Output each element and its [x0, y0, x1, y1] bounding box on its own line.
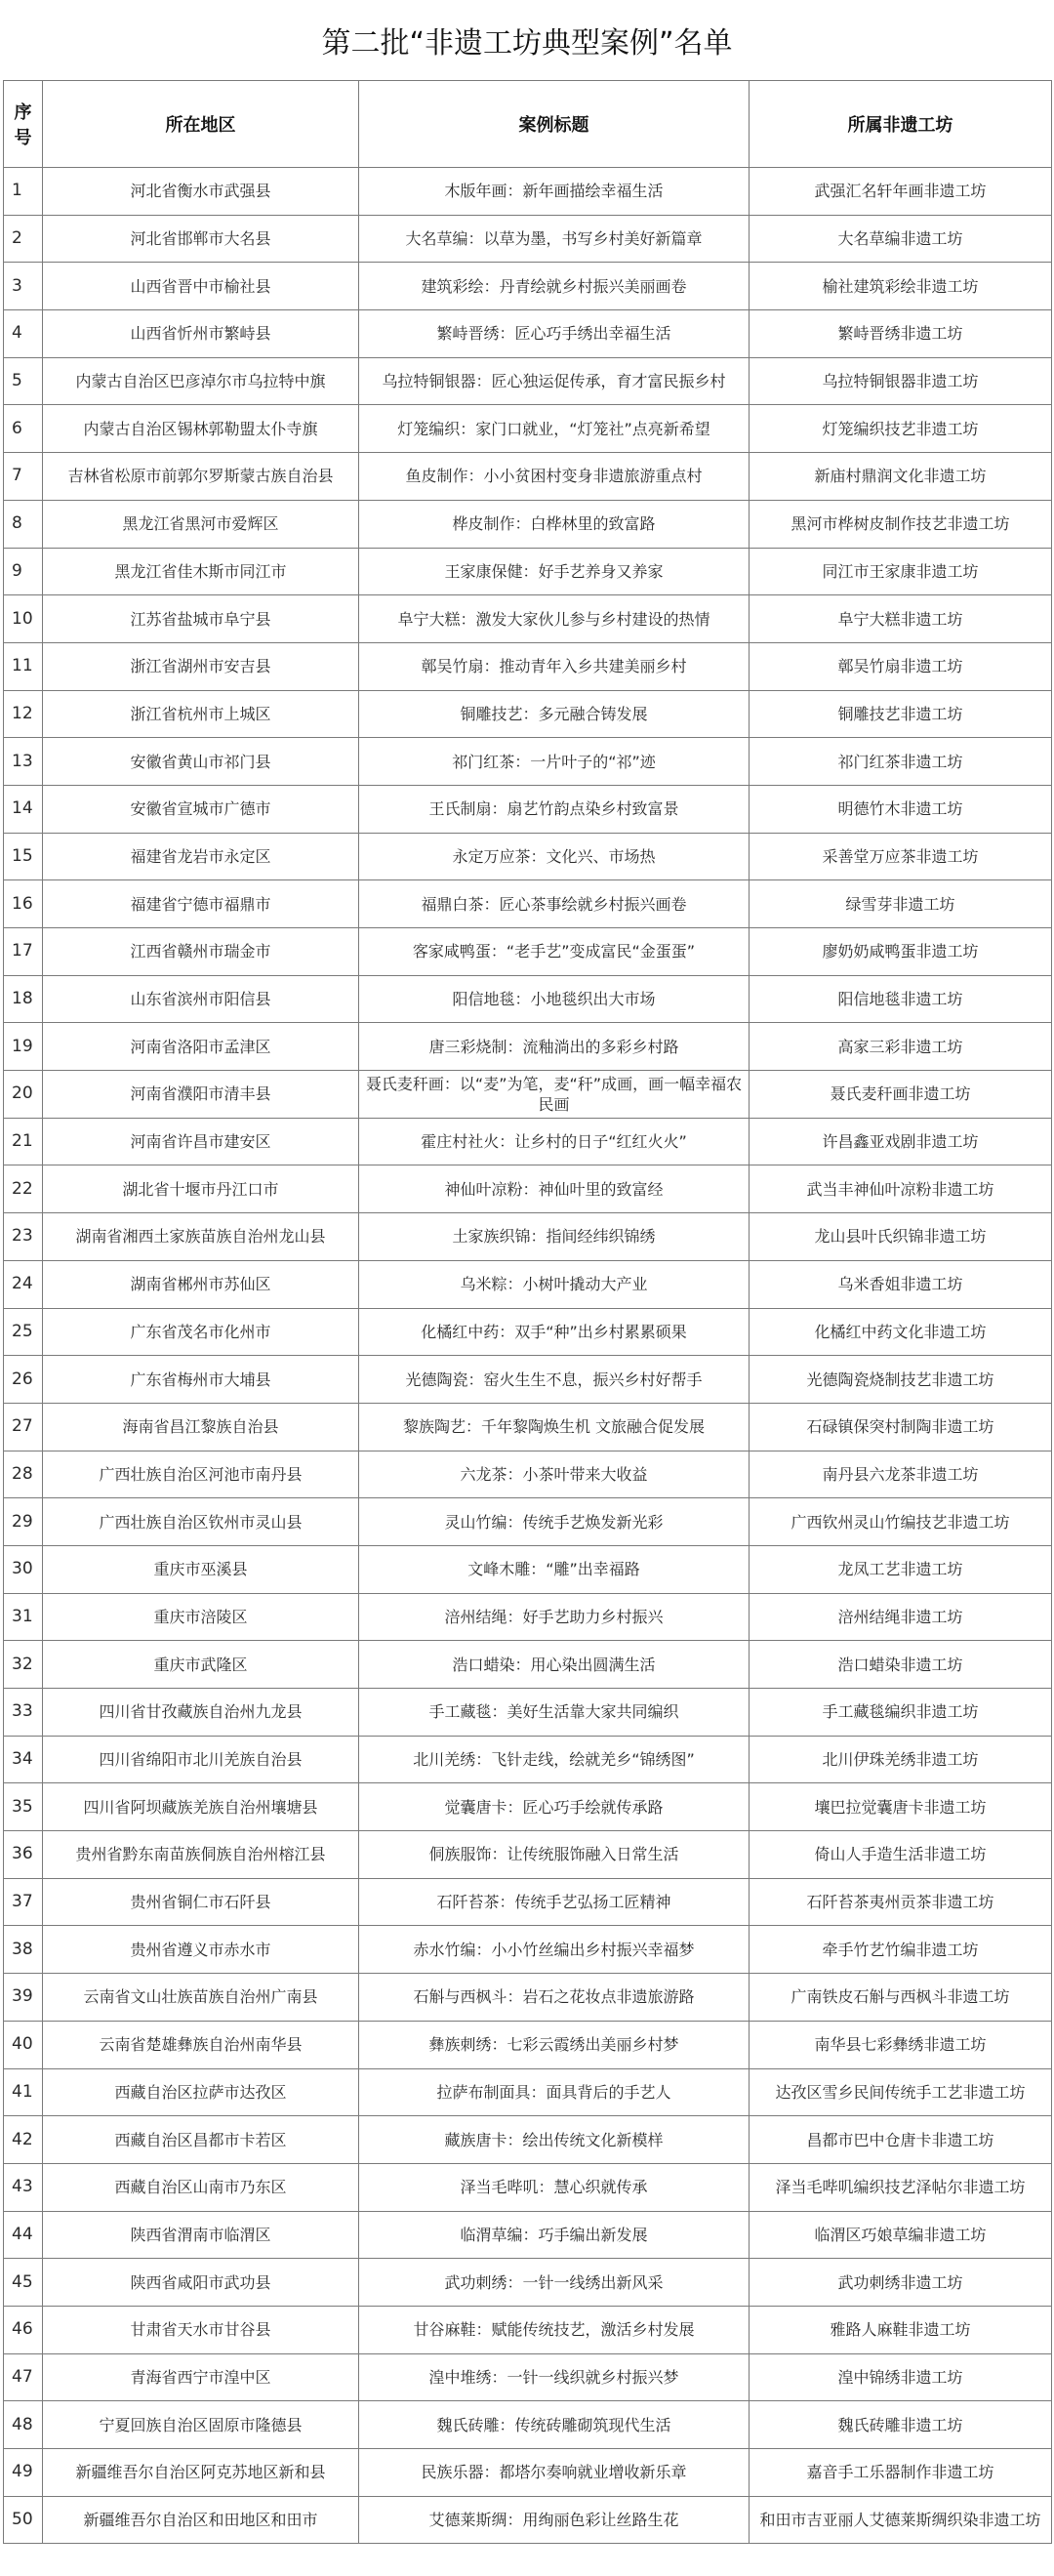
row-region: 新疆维吾尔自治区和田地区和田市 [43, 2496, 359, 2544]
row-index: 1 [4, 168, 43, 216]
row-workshop: 龙凤工艺非遗工坊 [750, 1545, 1052, 1593]
row-workshop: 灯笼编织技艺非遗工坊 [750, 405, 1052, 453]
table-row [4, 833, 1052, 880]
row-case-title: 唐三彩烧制：流釉淌出的多彩乡村路 [359, 1023, 750, 1071]
table-row [4, 642, 1052, 690]
header-case-title: 案例标题 [359, 81, 750, 168]
row-region: 四川省甘孜藏族自治州九龙县 [43, 1689, 359, 1737]
row-region: 江苏省盐城市阜宁县 [43, 595, 359, 643]
row-case-title: 石阡苔茶：传统手艺弘扬工匠精神 [359, 1878, 750, 1926]
table-row [4, 880, 1052, 928]
table-row [4, 1974, 1052, 2022]
row-region: 广西壮族自治区河池市南丹县 [43, 1451, 359, 1498]
row-workshop: 阳信地毯非遗工坊 [750, 975, 1052, 1023]
row-case-title: 六龙茶：小茶叶带来大收益 [359, 1451, 750, 1498]
table-row [4, 1118, 1052, 1165]
row-index: 15 [4, 833, 43, 880]
row-region: 云南省楚雄彝族自治州南华县 [43, 2021, 359, 2068]
table-row [4, 168, 1052, 216]
row-case-title: 客家咸鸭蛋：“老手艺”变成富民“金蛋蛋” [359, 928, 750, 976]
row-index: 20 [4, 1071, 43, 1119]
row-region: 山西省晋中市榆社县 [43, 263, 359, 310]
row-index: 7 [4, 453, 43, 501]
case-list-table [3, 80, 1052, 2544]
row-region: 西藏自治区拉萨市达孜区 [43, 2068, 359, 2116]
row-workshop: 乌米香姐非遗工坊 [750, 1260, 1052, 1308]
row-index: 30 [4, 1545, 43, 1593]
table-row [4, 690, 1052, 738]
row-workshop: 石碌镇保突村制陶非遗工坊 [750, 1403, 1052, 1451]
row-case-title: 福鼎白茶：匠心茶事绘就乡村振兴画卷 [359, 880, 750, 928]
row-region: 河南省濮阳市清丰县 [43, 1071, 359, 1119]
table-row [4, 1498, 1052, 1546]
row-workshop: 明德竹木非遗工坊 [750, 785, 1052, 833]
row-workshop: 南华县七彩彝绣非遗工坊 [750, 2021, 1052, 2068]
row-workshop: 黑河市桦树皮制作技艺非遗工坊 [750, 500, 1052, 548]
row-workshop: 新庙村鼎润文化非遗工坊 [750, 453, 1052, 501]
table-row [4, 2496, 1052, 2544]
table-row [4, 310, 1052, 358]
row-workshop: 鄣吴竹扇非遗工坊 [750, 642, 1052, 690]
row-case-title: 鱼皮制作：小小贫困村变身非遗旅游重点村 [359, 453, 750, 501]
row-workshop: 手工藏毯编织非遗工坊 [750, 1689, 1052, 1737]
row-case-title: 手工藏毯：美好生活靠大家共同编织 [359, 1689, 750, 1737]
row-index: 14 [4, 785, 43, 833]
row-case-title: 王氏制扇：扇艺竹韵点染乡村致富景 [359, 785, 750, 833]
row-workshop: 昌都市巴中仓唐卡非遗工坊 [750, 2116, 1052, 2164]
row-region: 安徽省宣城市广德市 [43, 785, 359, 833]
row-region: 湖北省十堰市丹江口市 [43, 1165, 359, 1213]
row-index: 2 [4, 215, 43, 263]
table-row [4, 785, 1052, 833]
row-workshop: 北川伊珠羌绣非遗工坊 [750, 1736, 1052, 1783]
table-row [4, 2163, 1052, 2211]
row-index: 38 [4, 1926, 43, 1974]
row-index: 12 [4, 690, 43, 738]
row-case-title: 临渭草编：巧手编出新发展 [359, 2211, 750, 2259]
table-row [4, 1545, 1052, 1593]
row-case-title: 藏族唐卡：绘出传统文化新模样 [359, 2116, 750, 2164]
row-index: 24 [4, 1260, 43, 1308]
row-index: 5 [4, 357, 43, 405]
row-workshop: 湟中锦绣非遗工坊 [750, 2353, 1052, 2401]
row-region: 贵州省黔东南苗族侗族自治州榕江县 [43, 1831, 359, 1879]
row-index: 28 [4, 1451, 43, 1498]
table-row [4, 1593, 1052, 1641]
row-region: 海南省昌江黎族自治县 [43, 1403, 359, 1451]
row-region: 重庆市涪陵区 [43, 1593, 359, 1641]
table-row [4, 1260, 1052, 1308]
row-workshop: 铜雕技艺非遗工坊 [750, 690, 1052, 738]
table-row [4, 263, 1052, 310]
table-row [4, 2116, 1052, 2164]
row-index: 47 [4, 2353, 43, 2401]
row-region: 甘肃省天水市甘谷县 [43, 2306, 359, 2353]
row-index: 9 [4, 548, 43, 595]
row-index: 27 [4, 1403, 43, 1451]
row-workshop: 廖奶奶咸鸭蛋非遗工坊 [750, 928, 1052, 976]
row-region: 广东省茂名市化州市 [43, 1308, 359, 1356]
row-region: 福建省龙岩市永定区 [43, 833, 359, 880]
row-index: 4 [4, 310, 43, 358]
row-case-title: 湟中堆绣：一针一线织就乡村振兴梦 [359, 2353, 750, 2401]
row-workshop: 南丹县六龙茶非遗工坊 [750, 1451, 1052, 1498]
row-workshop: 许昌鑫亚戏剧非遗工坊 [750, 1118, 1052, 1165]
row-workshop: 广西钦州灵山竹编技艺非遗工坊 [750, 1498, 1052, 1546]
row-index: 33 [4, 1689, 43, 1737]
table-row [4, 357, 1052, 405]
row-index: 42 [4, 2116, 43, 2164]
row-region: 河北省邯郸市大名县 [43, 215, 359, 263]
row-region: 青海省西宁市湟中区 [43, 2353, 359, 2401]
row-workshop: 武当丰神仙叶凉粉非遗工坊 [750, 1165, 1052, 1213]
row-region: 西藏自治区昌都市卡若区 [43, 2116, 359, 2164]
row-case-title: 北川羌绣：飞针走线，绘就羌乡“锦绣图” [359, 1736, 750, 1783]
row-case-title: 永定万应茶：文化兴、市场热 [359, 833, 750, 880]
row-region: 黑龙江省佳木斯市同江市 [43, 548, 359, 595]
row-region: 湖南省郴州市苏仙区 [43, 1260, 359, 1308]
row-index: 10 [4, 595, 43, 643]
row-index: 29 [4, 1498, 43, 1546]
row-region: 陕西省咸阳市武功县 [43, 2259, 359, 2307]
row-workshop: 榆社建筑彩绘非遗工坊 [750, 263, 1052, 310]
row-case-title: 建筑彩绘：丹青绘就乡村振兴美丽画卷 [359, 263, 750, 310]
row-workshop: 绿雪芽非遗工坊 [750, 880, 1052, 928]
row-index: 39 [4, 1974, 43, 2022]
row-case-title: 乌拉特铜银器：匠心独运促传承，育才富民振乡村 [359, 357, 750, 405]
row-case-title: 艾德莱斯绸：用绚丽色彩让丝路生花 [359, 2496, 750, 2544]
row-workshop: 武功刺绣非遗工坊 [750, 2259, 1052, 2307]
row-index: 44 [4, 2211, 43, 2259]
row-region: 江西省赣州市瑞金市 [43, 928, 359, 976]
table-row [4, 453, 1052, 501]
row-region: 湖南省湘西土家族苗族自治州龙山县 [43, 1213, 359, 1261]
row-workshop: 采善堂万应茶非遗工坊 [750, 833, 1052, 880]
row-case-title: 涪州结绳：好手艺助力乡村振兴 [359, 1593, 750, 1641]
row-index: 25 [4, 1308, 43, 1356]
row-workshop: 化橘红中药文化非遗工坊 [750, 1308, 1052, 1356]
row-workshop: 高家三彩非遗工坊 [750, 1023, 1052, 1071]
row-index: 35 [4, 1783, 43, 1831]
row-case-title: 文峰木雕：“雕”出幸福路 [359, 1545, 750, 1593]
row-region: 重庆市武隆区 [43, 1641, 359, 1689]
table-row [4, 1689, 1052, 1737]
row-case-title: 黎族陶艺：千年黎陶焕生机 文旅融合促发展 [359, 1403, 750, 1451]
row-workshop: 和田市吉亚丽人艾德莱斯绸织染非遗工坊 [750, 2496, 1052, 2544]
row-index: 31 [4, 1593, 43, 1641]
header-workshop: 所属非遗工坊 [750, 81, 1052, 168]
row-workshop: 石阡苔茶夷州贡茶非遗工坊 [750, 1878, 1052, 1926]
row-case-title: 泽当毛哔叽：慧心织就传承 [359, 2163, 750, 2211]
row-case-title: 神仙叶凉粉：神仙叶里的致富经 [359, 1165, 750, 1213]
row-index: 21 [4, 1118, 43, 1165]
table-row [4, 2259, 1052, 2307]
row-workshop: 临渭区巧娘草编非遗工坊 [750, 2211, 1052, 2259]
table-body [4, 168, 1052, 2544]
row-index: 41 [4, 2068, 43, 2116]
row-case-title: 觉囊唐卡：匠心巧手绘就传承路 [359, 1783, 750, 1831]
table-row [4, 2401, 1052, 2449]
row-case-title: 光德陶瓷：窑火生生不息，振兴乡村好帮手 [359, 1356, 750, 1404]
row-index: 49 [4, 2449, 43, 2497]
table-row [4, 2068, 1052, 2116]
row-index: 40 [4, 2021, 43, 2068]
row-case-title: 乌米粽：小树叶撬动大产业 [359, 1260, 750, 1308]
row-index: 17 [4, 928, 43, 976]
row-case-title: 赤水竹编：小小竹丝编出乡村振兴幸福梦 [359, 1926, 750, 1974]
row-region: 河南省洛阳市孟津区 [43, 1023, 359, 1071]
row-region: 广西壮族自治区钦州市灵山县 [43, 1498, 359, 1546]
header-region: 所在地区 [43, 81, 359, 168]
row-index: 43 [4, 2163, 43, 2211]
row-region: 云南省文山壮族苗族自治州广南县 [43, 1974, 359, 2022]
table-row [4, 2306, 1052, 2353]
row-region: 贵州省铜仁市石阡县 [43, 1878, 359, 1926]
row-workshop: 雅路人麻鞋非遗工坊 [750, 2306, 1052, 2353]
row-index: 36 [4, 1831, 43, 1879]
row-region: 内蒙古自治区锡林郭勒盟太仆寺旗 [43, 405, 359, 453]
row-case-title: 拉萨布制面具：面具背后的手艺人 [359, 2068, 750, 2116]
row-case-title: 土家族织锦：指间经纬织锦绣 [359, 1213, 750, 1261]
row-case-title: 彝族刺绣：七彩云霞绣出美丽乡村梦 [359, 2021, 750, 2068]
row-region: 四川省阿坝藏族羌族自治州壤塘县 [43, 1783, 359, 1831]
table-row [4, 2211, 1052, 2259]
table-row [4, 1023, 1052, 1071]
row-index: 18 [4, 975, 43, 1023]
row-region: 广东省梅州市大埔县 [43, 1356, 359, 1404]
row-case-title: 桦皮制作：白桦林里的致富路 [359, 500, 750, 548]
row-workshop: 魏氏砖雕非遗工坊 [750, 2401, 1052, 2449]
table-row [4, 1926, 1052, 1974]
row-region: 浙江省杭州市上城区 [43, 690, 359, 738]
row-case-title: 灵山竹编：传统手艺焕发新光彩 [359, 1498, 750, 1546]
row-region: 西藏自治区山南市乃东区 [43, 2163, 359, 2211]
row-case-title: 阜宁大糕：激发大家伙儿参与乡村建设的热情 [359, 595, 750, 643]
row-workshop: 龙山县叶氏织锦非遗工坊 [750, 1213, 1052, 1261]
table-row [4, 1451, 1052, 1498]
row-case-title: 灯笼编织：家门口就业，“灯笼社”点亮新希望 [359, 405, 750, 453]
row-workshop: 广南铁皮石斛与西枫斗非遗工坊 [750, 1974, 1052, 2022]
row-case-title: 浩口蜡染：用心染出圆满生活 [359, 1641, 750, 1689]
row-index: 6 [4, 405, 43, 453]
row-case-title: 祁门红茶：一片叶子的“祁”迹 [359, 738, 750, 786]
row-region: 陕西省渭南市临渭区 [43, 2211, 359, 2259]
row-index: 37 [4, 1878, 43, 1926]
table-row [4, 1356, 1052, 1404]
row-region: 福建省宁德市福鼎市 [43, 880, 359, 928]
row-index: 48 [4, 2401, 43, 2449]
row-workshop: 阜宁大糕非遗工坊 [750, 595, 1052, 643]
row-region: 河北省衡水市武强县 [43, 168, 359, 216]
row-case-title: 武功刺绣：一针一线绣出新风采 [359, 2259, 750, 2307]
row-workshop: 武强汇名轩年画非遗工坊 [750, 168, 1052, 216]
row-workshop: 泽当毛哔叽编织技艺泽帖尔非遗工坊 [750, 2163, 1052, 2211]
row-workshop: 大名草编非遗工坊 [750, 215, 1052, 263]
row-region: 新疆维吾尔自治区阿克苏地区新和县 [43, 2449, 359, 2497]
table-row [4, 975, 1052, 1023]
row-workshop: 壤巴拉觉囊唐卡非遗工坊 [750, 1783, 1052, 1831]
table-row [4, 500, 1052, 548]
row-workshop: 聂氏麦秆画非遗工坊 [750, 1071, 1052, 1119]
row-workshop: 涪州结绳非遗工坊 [750, 1593, 1052, 1641]
row-case-title: 大名草编：以草为墨，书写乡村美好新篇章 [359, 215, 750, 263]
table-row [4, 1736, 1052, 1783]
row-case-title: 甘谷麻鞋：赋能传统技艺，激活乡村发展 [359, 2306, 750, 2353]
row-region: 山东省滨州市阳信县 [43, 975, 359, 1023]
table-row [4, 1071, 1052, 1119]
row-case-title: 民族乐器：都塔尔奏响就业增收新乐章 [359, 2449, 750, 2497]
header-index: 序号 [4, 81, 43, 168]
row-region: 内蒙古自治区巴彦淖尔市乌拉特中旗 [43, 357, 359, 405]
row-case-title: 阳信地毯：小地毯织出大市场 [359, 975, 750, 1023]
row-index: 8 [4, 500, 43, 548]
table-row [4, 1165, 1052, 1213]
table-row [4, 1213, 1052, 1261]
row-workshop: 同江市王家康非遗工坊 [750, 548, 1052, 595]
row-region: 四川省绵阳市北川羌族自治县 [43, 1736, 359, 1783]
row-index: 22 [4, 1165, 43, 1213]
row-region: 宁夏回族自治区固原市隆德县 [43, 2401, 359, 2449]
row-case-title: 繁峙晋绣：匠心巧手绣出幸福生活 [359, 310, 750, 358]
row-index: 26 [4, 1356, 43, 1404]
row-region: 浙江省湖州市安吉县 [43, 642, 359, 690]
row-index: 45 [4, 2259, 43, 2307]
row-workshop: 繁峙晋绣非遗工坊 [750, 310, 1052, 358]
row-workshop: 光德陶瓷烧制技艺非遗工坊 [750, 1356, 1052, 1404]
row-index: 34 [4, 1736, 43, 1783]
row-index: 32 [4, 1641, 43, 1689]
row-workshop: 祁门红茶非遗工坊 [750, 738, 1052, 786]
row-case-title: 王家康保健：好手艺养身又养家 [359, 548, 750, 595]
row-region: 贵州省遵义市赤水市 [43, 1926, 359, 1974]
row-case-title: 鄣吴竹扇：推动青年入乡共建美丽乡村 [359, 642, 750, 690]
row-region: 重庆市巫溪县 [43, 1545, 359, 1593]
table-row [4, 2353, 1052, 2401]
row-region: 黑龙江省黑河市爱辉区 [43, 500, 359, 548]
row-case-title: 木版年画：新年画描绘幸福生活 [359, 168, 750, 216]
row-index: 13 [4, 738, 43, 786]
row-case-title: 石斛与西枫斗：岩石之花妆点非遗旅游路 [359, 1974, 750, 2022]
row-index: 11 [4, 642, 43, 690]
row-region: 吉林省松原市前郭尔罗斯蒙古族自治县 [43, 453, 359, 501]
page-title: 第二批“非遗工坊典型案例”名单 [321, 26, 733, 61]
table-row [4, 738, 1052, 786]
table-row [4, 928, 1052, 976]
row-region: 河南省许昌市建安区 [43, 1118, 359, 1165]
table-row [4, 595, 1052, 643]
table-header-row [4, 81, 1052, 168]
table-row [4, 1831, 1052, 1879]
table-row [4, 215, 1052, 263]
row-index: 19 [4, 1023, 43, 1071]
row-case-title: 霍庄村社火：让乡村的日子“红红火火” [359, 1118, 750, 1165]
row-case-title: 铜雕技艺：多元融合铸发展 [359, 690, 750, 738]
row-index: 23 [4, 1213, 43, 1261]
table-row [4, 1641, 1052, 1689]
row-case-title: 魏氏砖雕：传统砖雕砌筑现代生活 [359, 2401, 750, 2449]
table-row [4, 2449, 1052, 2497]
row-region: 山西省忻州市繁峙县 [43, 310, 359, 358]
row-workshop: 倚山人手造生活非遗工坊 [750, 1831, 1052, 1879]
table-row [4, 1878, 1052, 1926]
row-workshop: 达孜区雪乡民间传统手工艺非遗工坊 [750, 2068, 1052, 2116]
table-row [4, 2021, 1052, 2068]
table-row [4, 405, 1052, 453]
row-workshop: 嘉音手工乐器制作非遗工坊 [750, 2449, 1052, 2497]
row-case-title: 聂氏麦秆画：以“麦”为笔，麦“秆”成画，画一幅幸福农民画 [359, 1071, 750, 1119]
row-workshop: 浩口蜡染非遗工坊 [750, 1641, 1052, 1689]
row-index: 50 [4, 2496, 43, 2544]
row-workshop: 牵手竹艺竹编非遗工坊 [750, 1926, 1052, 1974]
row-region: 安徽省黄山市祁门县 [43, 738, 359, 786]
table-row [4, 1308, 1052, 1356]
row-index: 46 [4, 2306, 43, 2353]
row-index: 3 [4, 263, 43, 310]
row-workshop: 乌拉特铜银器非遗工坊 [750, 357, 1052, 405]
table-row [4, 548, 1052, 595]
table-row [4, 1403, 1052, 1451]
row-index: 16 [4, 880, 43, 928]
table-row [4, 1783, 1052, 1831]
row-case-title: 化橘红中药：双手“种”出乡村累累硕果 [359, 1308, 750, 1356]
row-case-title: 侗族服饰：让传统服饰融入日常生活 [359, 1831, 750, 1879]
